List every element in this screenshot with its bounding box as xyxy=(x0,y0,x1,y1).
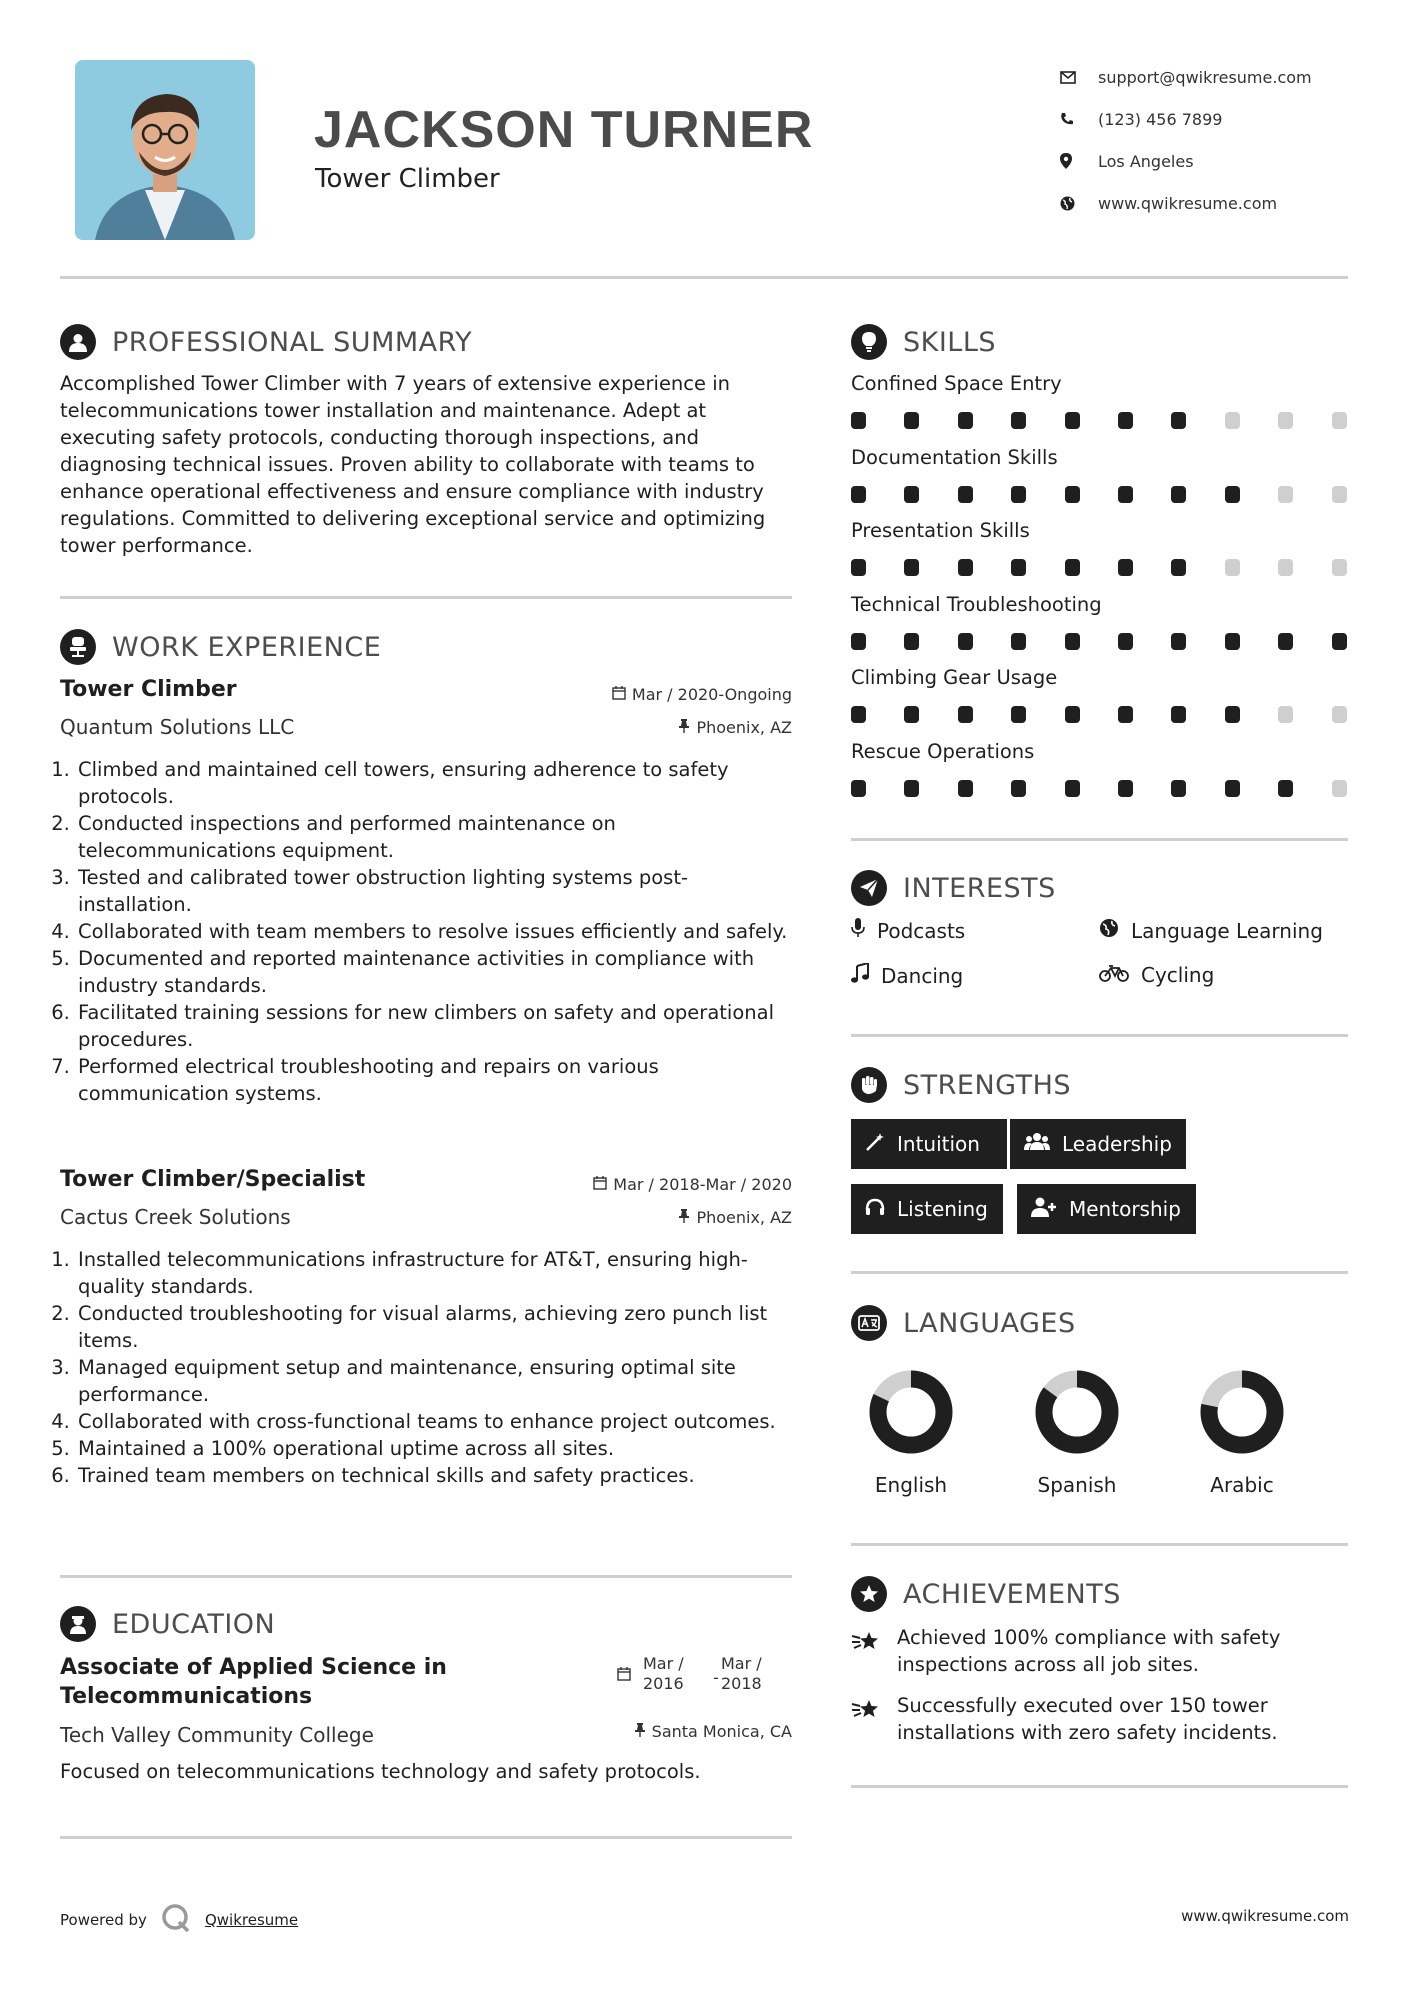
job-1-location-text: Phoenix, AZ xyxy=(696,718,792,737)
rating-dot-filled xyxy=(1065,559,1080,576)
skill-rating xyxy=(851,412,1351,430)
skill-name: Presentation Skills xyxy=(851,519,1030,542)
skill-name: Documentation Skills xyxy=(851,445,1058,469)
skill-name: Confined Space Entry xyxy=(851,372,1062,395)
globe-icon xyxy=(1060,193,1098,213)
bicycle-icon xyxy=(1099,963,1129,987)
rating-dot-filled xyxy=(851,780,866,797)
contact-list xyxy=(1060,56,1380,224)
interest-dancing xyxy=(851,963,963,988)
strength-listening-label: Listening xyxy=(897,1197,988,1221)
languages-divider xyxy=(851,1543,1348,1546)
music-note-icon xyxy=(851,963,869,988)
contact-email-text[interactable]: support@qwikresume.com xyxy=(1098,67,1312,87)
rating-dot-filled xyxy=(851,486,866,503)
interest-language-learning-label: Language Learning xyxy=(1131,918,1323,943)
calendar-icon xyxy=(617,1666,631,1685)
education-start-year: 2016 xyxy=(643,1674,684,1693)
achievements-heading xyxy=(851,1576,1121,1612)
pushpin-icon xyxy=(634,1722,646,1741)
user-plus-icon xyxy=(1031,1197,1057,1222)
rating-dot-filled xyxy=(1171,412,1186,429)
strengths-heading-text: STRENGTHS xyxy=(903,1069,1072,1101)
headphones-icon xyxy=(865,1197,885,1221)
degree-line-2: Telecommunications xyxy=(60,1684,313,1709)
job-title: Tower Climber xyxy=(315,164,500,194)
language-donut-spanish xyxy=(1027,1362,1127,1462)
rating-dot-filled xyxy=(1171,559,1186,576)
job-2-dates xyxy=(593,1175,792,1194)
qwikresume-logo-icon xyxy=(161,1903,191,1937)
skill-name: Technical Troubleshooting xyxy=(851,592,1102,616)
rating-dot-empty xyxy=(1332,486,1347,503)
rating-dot-empty xyxy=(1278,706,1293,723)
education-description: Focused on telecommunications technology and safety protocols. xyxy=(60,1760,701,1783)
education-heading xyxy=(60,1606,275,1642)
interest-podcasts-label: Podcasts xyxy=(877,918,966,943)
strength-intuition xyxy=(851,1119,1007,1169)
lightbulb-icon xyxy=(851,324,887,360)
job-1-location xyxy=(678,718,792,737)
language-label: English xyxy=(874,1473,948,1497)
skill-name: Rescue Operations xyxy=(851,739,1035,763)
list-item: 1. Climbed and maintained cell towers, ensuring adherence to safety protocols. xyxy=(76,756,793,810)
achievement-1 xyxy=(851,1624,1280,1678)
achievement-1-line-2: inspections across all job sites. xyxy=(897,1653,1199,1676)
rating-dot-filled xyxy=(1065,486,1080,503)
summary-heading xyxy=(60,324,472,360)
envelope-icon xyxy=(1060,67,1098,87)
achievement-1-line-1: Achieved 100% compliance with safety xyxy=(897,1626,1281,1649)
rating-dot-filled xyxy=(1118,559,1133,576)
list-item: 2. Conducted troubleshooting for visual alarms, achieving zero punch list items. xyxy=(76,1300,793,1354)
achievements-heading-text: ACHIEVEMENTS xyxy=(903,1578,1121,1610)
interests-heading-text: INTERESTS xyxy=(903,872,1056,904)
list-item: 2. Conducted inspections and performed maintenance on telecommunications equipment. xyxy=(76,810,793,864)
rating-dot-filled xyxy=(1225,780,1240,797)
rating-dot-filled xyxy=(904,412,919,429)
achievement-2 xyxy=(851,1692,1278,1746)
rating-dot-filled xyxy=(958,412,973,429)
rating-dot-filled xyxy=(958,633,973,650)
strengths-divider xyxy=(851,1271,1348,1274)
achievement-1-text xyxy=(897,1624,1280,1678)
experience-heading-text: WORK EXPERIENCE xyxy=(112,631,382,663)
rating-dot-filled xyxy=(958,706,973,723)
magic-wand-icon xyxy=(865,1132,885,1157)
rating-dot-empty xyxy=(1225,412,1240,429)
interest-cycling xyxy=(1099,963,1214,987)
fist-icon xyxy=(851,1067,887,1103)
skill-rating xyxy=(851,780,1351,798)
graduate-icon xyxy=(60,1606,96,1642)
strength-mentorship-label: Mentorship xyxy=(1069,1197,1181,1221)
strength-intuition-label: Intuition xyxy=(897,1132,980,1156)
shooting-star-icon xyxy=(851,1628,883,1678)
school-location-text: Santa Monica, CA xyxy=(651,1722,792,1741)
job-2-dates-text: Mar / 2018-Mar / 2020 xyxy=(613,1175,792,1194)
shooting-star-icon xyxy=(851,1696,883,1746)
language-label: Spanish xyxy=(1037,1473,1117,1497)
contact-location-text: Los Angeles xyxy=(1098,151,1194,171)
education-heading-text: EDUCATION xyxy=(112,1608,276,1640)
microphone-icon xyxy=(851,918,865,943)
rating-dot-filled xyxy=(904,706,919,723)
job-1-duties xyxy=(58,756,793,1107)
achievement-2-line-2: installations with zero safety incidents. xyxy=(897,1721,1278,1744)
education-end-month: Mar / xyxy=(721,1654,762,1673)
footer-powered-by xyxy=(60,1903,298,1937)
rating-dot-filled xyxy=(904,486,919,503)
rating-dot-empty xyxy=(1225,559,1240,576)
rating-dot-filled xyxy=(1011,706,1026,723)
rating-dot-filled xyxy=(1011,633,1026,650)
skills-divider xyxy=(851,838,1348,841)
strength-mentorship xyxy=(1017,1184,1196,1234)
experience-heading xyxy=(60,629,381,665)
rating-dot-filled xyxy=(904,780,919,797)
job-2-duties xyxy=(58,1246,793,1489)
list-item: 3. Managed equipment setup and maintenance, ensuring optimal site performance. xyxy=(76,1354,793,1408)
pushpin-icon xyxy=(678,1208,690,1227)
location-pin-icon xyxy=(1060,151,1098,171)
education-start-month: Mar / xyxy=(643,1654,684,1673)
rating-dot-filled xyxy=(1065,412,1080,429)
rating-dot-filled xyxy=(904,559,919,576)
rating-dot-filled xyxy=(904,633,919,650)
chair-icon xyxy=(60,629,96,665)
footer-website[interactable]: www.qwikresume.com xyxy=(1181,1907,1349,1925)
calendar-icon xyxy=(593,1175,607,1194)
rating-dot-filled xyxy=(851,412,866,429)
rating-dot-empty xyxy=(1278,559,1293,576)
contact-location xyxy=(1060,140,1380,182)
skill-rating xyxy=(851,486,1351,504)
rating-dot-filled xyxy=(1171,486,1186,503)
rating-dot-filled xyxy=(958,486,973,503)
star-badge-icon xyxy=(851,1576,887,1612)
job-2-location-text: Phoenix, AZ xyxy=(696,1208,792,1227)
candidate-name: JACKSON TURNER xyxy=(314,101,814,159)
contact-phone-text: (123) 456 7899 xyxy=(1098,109,1223,129)
rating-dot-empty xyxy=(1278,486,1293,503)
achievements-divider xyxy=(851,1785,1348,1788)
job-2-location xyxy=(678,1208,792,1227)
experience-divider xyxy=(60,1575,792,1578)
education-end-year: 2018 xyxy=(721,1674,762,1693)
rating-dot-filled xyxy=(1011,412,1026,429)
profile-photo xyxy=(75,60,255,240)
rating-dot-empty xyxy=(1332,412,1347,429)
rating-dot-filled xyxy=(1065,706,1080,723)
summary-heading-text: PROFESSIONAL SUMMARY xyxy=(112,326,473,358)
rating-dot-filled xyxy=(851,706,866,723)
achievement-2-line-1: Successfully executed over 150 tower xyxy=(897,1694,1268,1717)
rating-dot-filled xyxy=(851,633,866,650)
rating-dot-filled xyxy=(1171,633,1186,650)
summary-text: Accomplished Tower Climber with 7 years of extensive experience in telecommunications tower installation and maintenance. Adept at executing safety protocols, conducting thorough inspections, and diagnosing technical issues. Proven ability to collaborate with teams to enhance operational effectiveness and ensure compliance with industry regulations. Committed to delivering exceptional service and optimizing tower performance. xyxy=(60,372,766,557)
school-location xyxy=(634,1722,792,1741)
contact-website xyxy=(1060,182,1380,224)
skill-rating xyxy=(851,706,1351,724)
calendar-icon xyxy=(612,685,626,704)
contact-email xyxy=(1060,56,1380,98)
rating-dot-filled xyxy=(1118,486,1133,503)
list-item: 6. Trained team members on technical skills and safety practices. xyxy=(76,1462,793,1489)
education-dates xyxy=(617,1654,792,1694)
list-item: 5. Documented and reported maintenance activities in compliance with industry standards. xyxy=(76,945,793,999)
interest-dancing-label: Dancing xyxy=(881,963,964,988)
language-donut-arabic xyxy=(1192,1362,1292,1462)
rating-dot-empty xyxy=(1278,412,1293,429)
rating-dot-filled xyxy=(1118,780,1133,797)
education-divider xyxy=(60,1836,792,1839)
rating-dot-filled xyxy=(958,559,973,576)
interest-cycling-label: Cycling xyxy=(1141,963,1215,987)
list-item: 6. Facilitated training sessions for new climbers on safety and operational procedures. xyxy=(76,999,793,1053)
strength-listening xyxy=(851,1184,1003,1234)
language-donut-english xyxy=(861,1362,961,1462)
list-item: 7. Performed electrical troubleshooting and repairs on various communication systems. xyxy=(76,1053,793,1107)
languages-heading-text: LANGUAGES xyxy=(903,1307,1076,1339)
summary-divider xyxy=(60,596,792,599)
list-item: 4. Collaborated with cross-functional teams to enhance project outcomes. xyxy=(76,1408,793,1435)
job-1-dates xyxy=(612,685,792,704)
globe-icon xyxy=(1099,918,1119,943)
interest-podcasts xyxy=(851,918,965,943)
job-1-title: Tower Climber xyxy=(60,677,237,702)
rating-dot-empty xyxy=(1332,559,1347,576)
job-1-company: Quantum Solutions LLC xyxy=(60,715,295,739)
interest-language-learning xyxy=(1099,918,1323,943)
education-date-dash: - xyxy=(713,1668,719,1687)
skill-rating xyxy=(851,559,1351,577)
rating-dot-filled xyxy=(1118,706,1133,723)
list-item: 1. Installed telecommunications infrastructure for AT&T, ensuring high-quality standards. xyxy=(76,1246,793,1300)
degree-line-1: Associate of Applied Science in xyxy=(60,1655,447,1680)
achievement-2-text xyxy=(897,1692,1278,1746)
languages-heading xyxy=(851,1305,1076,1341)
phone-icon xyxy=(1060,109,1098,129)
skill-rating xyxy=(851,633,1351,651)
rating-dot-filled xyxy=(1011,486,1026,503)
user-icon xyxy=(60,324,96,360)
rating-dot-filled xyxy=(851,559,866,576)
skill-name: Climbing Gear Usage xyxy=(851,666,1058,689)
rating-dot-filled xyxy=(1011,559,1026,576)
school-name: Tech Valley Community College xyxy=(60,1723,374,1747)
list-item: 4. Collaborated with team members to resolve issues efficiently and safely. xyxy=(76,918,793,945)
interests-heading xyxy=(851,870,1056,906)
rating-dot-filled xyxy=(1065,780,1080,797)
interests-divider xyxy=(851,1034,1348,1037)
rating-dot-filled xyxy=(1225,486,1240,503)
contact-phone xyxy=(1060,98,1380,140)
rating-dot-filled xyxy=(1065,633,1080,650)
rating-dot-filled xyxy=(958,780,973,797)
rating-dot-filled xyxy=(1171,706,1186,723)
rating-dot-filled xyxy=(1332,633,1347,650)
skills-heading-text: SKILLS xyxy=(903,326,997,358)
strength-leadership xyxy=(1010,1119,1186,1169)
rating-dot-filled xyxy=(1011,780,1026,797)
rating-dot-filled xyxy=(1225,633,1240,650)
language-label: Arabic xyxy=(1210,1473,1274,1497)
rating-dot-empty xyxy=(1332,780,1347,797)
strength-leadership-label: Leadership xyxy=(1062,1132,1172,1156)
rating-dot-filled xyxy=(1225,706,1240,723)
list-item: 5. Maintained a 100% operational uptime across all sites. xyxy=(76,1435,793,1462)
rating-dot-filled xyxy=(1118,633,1133,650)
qwikresume-link[interactable]: Qwikresume xyxy=(204,1911,299,1929)
pushpin-icon xyxy=(678,718,690,737)
job-2-title: Tower Climber/Specialist xyxy=(60,1167,366,1192)
rating-dot-filled xyxy=(1171,780,1186,797)
job-2-company: Cactus Creek Solutions xyxy=(60,1205,291,1229)
paper-plane-icon xyxy=(851,870,887,906)
powered-by-text: Powered by xyxy=(60,1911,147,1929)
rating-dot-filled xyxy=(1278,633,1293,650)
contact-website-text[interactable]: www.qwikresume.com xyxy=(1098,193,1278,213)
rating-dot-empty xyxy=(1332,706,1347,723)
rating-dot-filled xyxy=(1118,412,1133,429)
list-item: 3. Tested and calibrated tower obstruction lighting systems post-installation. xyxy=(76,864,793,918)
rating-dot-filled xyxy=(1278,780,1293,797)
strengths-heading xyxy=(851,1067,1071,1103)
language-icon xyxy=(851,1305,887,1341)
users-icon xyxy=(1024,1132,1050,1157)
header-divider xyxy=(60,276,1348,279)
skills-heading xyxy=(851,324,996,360)
job-1-dates-text: Mar / 2020-Ongoing xyxy=(631,685,792,704)
